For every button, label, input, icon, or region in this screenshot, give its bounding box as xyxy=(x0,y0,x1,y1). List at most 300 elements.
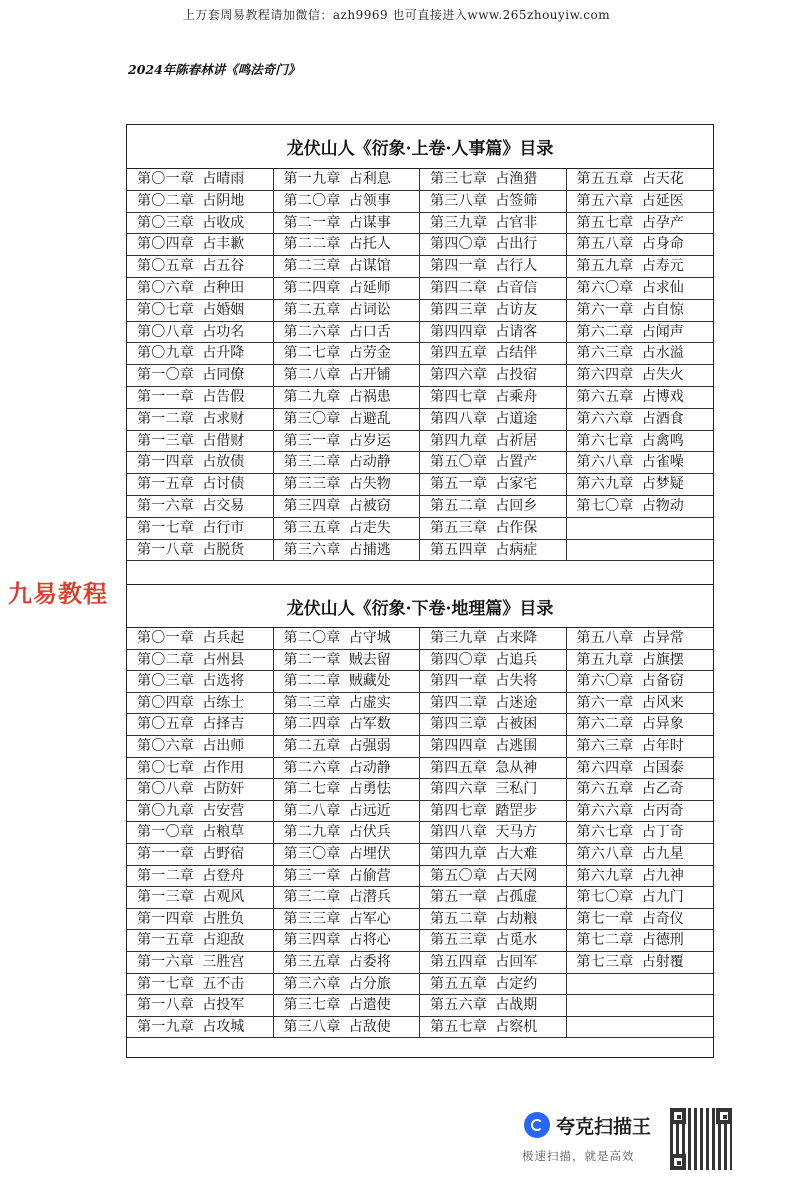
chapter-entry xyxy=(420,256,566,278)
chapter-topic: 占行市 xyxy=(202,519,245,536)
chapter-topic: 占捕逃 xyxy=(348,541,391,558)
watermark-text: 九易教程 xyxy=(8,580,108,608)
chapter-number: 第五八章 xyxy=(576,236,634,253)
chapter-topic: 占偷营 xyxy=(348,867,391,884)
table-of-contents xyxy=(126,124,714,1058)
empty-cell xyxy=(567,974,714,996)
chapter-entry xyxy=(567,758,714,780)
chapter-topic: 占年时 xyxy=(641,737,684,754)
chapter-entry xyxy=(127,822,273,844)
chapter-entry xyxy=(274,365,420,387)
chapter-number: 第三二章 xyxy=(283,889,341,906)
chapter-entry xyxy=(127,518,273,540)
chapter-entry xyxy=(567,693,714,715)
chapter-entry xyxy=(274,650,420,672)
chapter-entry xyxy=(420,322,566,344)
chapter-number: 第〇六章 xyxy=(137,737,195,754)
chapter-topic: 占道途 xyxy=(495,410,538,427)
chapter-entry xyxy=(274,693,420,715)
chapter-number: 第五二章 xyxy=(430,910,488,927)
chapter-number: 第〇二章 xyxy=(137,192,195,209)
chapter-topic: 占失将 xyxy=(495,673,538,690)
chapter-number: 第六六章 xyxy=(576,802,634,819)
chapter-topic: 占禽鸣 xyxy=(641,432,684,449)
chapter-topic: 占酒食 xyxy=(641,410,684,427)
chapter-number: 第二四章 xyxy=(283,716,341,733)
chapter-topic: 占州县 xyxy=(202,651,245,668)
chapter-number: 第一一章 xyxy=(137,845,195,862)
chapter-topic: 占同僚 xyxy=(202,367,245,384)
chapter-entry xyxy=(274,234,420,256)
chapter-number: 第六八章 xyxy=(576,454,634,471)
chapter-number: 第四九章 xyxy=(430,432,488,449)
chapter-topic: 占祈居 xyxy=(495,432,538,449)
chapter-column xyxy=(127,169,274,561)
chapter-entry xyxy=(567,474,714,496)
chapter-entry xyxy=(420,671,566,693)
chapter-topic: 占迎敌 xyxy=(202,932,245,949)
chapter-entry xyxy=(420,1017,566,1039)
chapter-topic: 占晴雨 xyxy=(202,171,245,187)
chapter-topic: 占签筛 xyxy=(495,192,538,209)
chapter-topic: 占功名 xyxy=(202,323,245,340)
chapter-topic: 占丙奇 xyxy=(641,802,684,819)
chapter-entry xyxy=(567,866,714,888)
page-header: 2024年陈春林讲《鸣法奇门》 xyxy=(128,62,301,77)
chapter-entry xyxy=(567,736,714,758)
chapter-number: 第四七章 xyxy=(430,802,488,819)
chapter-entry xyxy=(420,278,566,300)
chapter-entry xyxy=(127,974,273,996)
chapter-topic: 占强弱 xyxy=(348,737,391,754)
chapter-topic: 天马方 xyxy=(495,824,538,841)
chapter-number: 第六六章 xyxy=(576,410,634,427)
chapter-number: 第六三章 xyxy=(576,737,634,754)
chapter-number: 第二一章 xyxy=(283,214,341,231)
chapter-entry xyxy=(127,887,273,909)
chapter-entry xyxy=(127,930,273,952)
chapter-entry xyxy=(127,431,273,453)
chapter-number: 第二八章 xyxy=(283,367,341,384)
chapter-topic: 占婚姻 xyxy=(202,301,245,318)
chapter-number: 第〇三章 xyxy=(137,214,195,231)
chapter-entry xyxy=(274,714,420,736)
chapter-topic: 占国泰 xyxy=(641,759,684,776)
chapter-entry xyxy=(274,758,420,780)
chapter-topic: 三私门 xyxy=(495,781,538,798)
chapter-topic: 占胜负 xyxy=(202,910,245,927)
chapter-number: 第六九章 xyxy=(576,476,634,493)
chapter-topic: 占被困 xyxy=(495,716,538,733)
chapter-topic: 占选将 xyxy=(202,673,245,690)
chapter-number: 第五一章 xyxy=(430,476,488,493)
chapter-topic: 占乙奇 xyxy=(641,781,684,798)
chapter-number: 第一二章 xyxy=(137,867,195,884)
chapter-number: 第〇八章 xyxy=(137,323,195,340)
chapter-topic: 占失物 xyxy=(348,476,391,493)
chapter-grid-upper xyxy=(127,169,713,561)
chapter-topic: 占结伴 xyxy=(495,345,538,362)
chapter-number: 第五二章 xyxy=(430,497,488,514)
chapter-number: 第二九章 xyxy=(283,388,341,405)
chapter-number: 第三一章 xyxy=(283,867,341,884)
chapter-number: 第〇五章 xyxy=(137,258,195,275)
chapter-entry xyxy=(127,409,273,431)
chapter-topic: 占察机 xyxy=(495,1018,538,1035)
chapter-entry xyxy=(567,452,714,474)
chapter-entry xyxy=(274,431,420,453)
chapter-entry xyxy=(274,300,420,322)
chapter-entry xyxy=(274,169,420,191)
chapter-entry xyxy=(127,191,273,213)
chapter-number: 第四三章 xyxy=(430,301,488,318)
chapter-number: 第一六章 xyxy=(137,953,195,970)
chapter-topic: 占延医 xyxy=(641,192,684,209)
chapter-topic: 占虚实 xyxy=(348,694,391,711)
chapter-number: 第〇七章 xyxy=(137,759,195,776)
section-title-lower: 龙伏山人《衍象·下卷·地理篇》目录 xyxy=(127,584,713,628)
chapter-entry xyxy=(420,952,566,974)
chapter-entry xyxy=(127,256,273,278)
chapter-topic: 占寿元 xyxy=(641,258,684,275)
chapter-entry xyxy=(567,844,714,866)
chapter-number: 第〇八章 xyxy=(137,781,195,798)
chapter-topic: 三胜宫 xyxy=(202,953,245,970)
chapter-topic: 占避乱 xyxy=(348,410,391,427)
chapter-entry xyxy=(420,343,566,365)
chapter-entry xyxy=(420,930,566,952)
chapter-topic: 占分旅 xyxy=(348,975,391,992)
chapter-number: 第三二章 xyxy=(283,454,341,471)
chapter-topic: 占口舌 xyxy=(348,323,391,340)
chapter-number: 第五九章 xyxy=(576,258,634,275)
chapter-entry xyxy=(127,387,273,409)
chapter-topic: 贼藏处 xyxy=(348,673,391,690)
chapter-entry xyxy=(274,801,420,823)
chapter-number: 第三六章 xyxy=(283,541,341,558)
chapter-topic: 占音信 xyxy=(495,279,538,296)
chapter-column xyxy=(420,628,567,1038)
chapter-entry xyxy=(567,387,714,409)
chapter-entry xyxy=(274,452,420,474)
chapter-number: 第〇三章 xyxy=(137,673,195,690)
chapter-entry xyxy=(567,409,714,431)
chapter-number: 第五三章 xyxy=(430,519,488,536)
chapter-topic: 占敌使 xyxy=(348,1018,391,1035)
chapter-entry xyxy=(420,518,566,540)
chapter-number: 第二七章 xyxy=(283,345,341,362)
chapter-entry xyxy=(274,256,420,278)
chapter-number: 第五〇章 xyxy=(430,454,488,471)
chapter-number: 第一一章 xyxy=(137,388,195,405)
chapter-column xyxy=(127,628,274,1038)
chapter-topic: 急从神 xyxy=(495,759,538,776)
chapter-entry xyxy=(420,714,566,736)
chapter-entry xyxy=(274,628,420,650)
chapter-entry xyxy=(420,365,566,387)
chapter-topic: 占借财 xyxy=(202,432,245,449)
chapter-entry xyxy=(567,191,714,213)
chapter-entry xyxy=(567,256,714,278)
chapter-topic: 占动静 xyxy=(348,454,391,471)
chapter-entry xyxy=(420,693,566,715)
chapter-number: 第二一章 xyxy=(283,651,341,668)
chapter-entry xyxy=(420,300,566,322)
chapter-number: 第一七章 xyxy=(137,975,195,992)
chapter-number: 第六八章 xyxy=(576,845,634,862)
chapter-topic: 占劫粮 xyxy=(495,910,538,927)
chapter-topic: 占闻声 xyxy=(641,323,684,340)
chapter-topic: 占收成 xyxy=(202,214,245,231)
chapter-entry xyxy=(420,909,566,931)
chapter-number: 第五〇章 xyxy=(430,867,488,884)
chapter-number: 第五九章 xyxy=(576,651,634,668)
chapter-number: 第三九章 xyxy=(430,214,488,231)
chapter-topic: 占战期 xyxy=(495,997,538,1014)
chapter-topic: 占领事 xyxy=(348,192,391,209)
chapter-number: 第六一章 xyxy=(576,301,634,318)
chapter-number: 第三四章 xyxy=(283,497,341,514)
chapter-number: 第六二章 xyxy=(576,716,634,733)
chapter-topic: 占放债 xyxy=(202,454,245,471)
chapter-entry xyxy=(567,278,714,300)
chapter-number: 第一八章 xyxy=(137,541,195,558)
chapter-number: 第四五章 xyxy=(430,345,488,362)
chapter-topic: 占来降 xyxy=(495,630,538,646)
chapter-entry xyxy=(420,496,566,518)
chapter-entry xyxy=(127,736,273,758)
chapter-entry xyxy=(567,213,714,235)
chapter-topic: 占九神 xyxy=(641,867,684,884)
chapter-entry xyxy=(567,628,714,650)
chapter-number: 第〇七章 xyxy=(137,301,195,318)
chapter-number: 第一四章 xyxy=(137,454,195,471)
chapter-entry xyxy=(127,322,273,344)
chapter-topic: 占丁奇 xyxy=(641,824,684,841)
chapter-number: 第五八章 xyxy=(576,630,634,646)
chapter-column xyxy=(567,628,714,1038)
chapter-number: 第五五章 xyxy=(576,171,634,187)
chapter-topic: 占异常 xyxy=(641,630,684,646)
chapter-number: 第五七章 xyxy=(576,214,634,231)
chapter-topic: 占择吉 xyxy=(202,716,245,733)
chapter-entry xyxy=(127,234,273,256)
chapter-topic: 占觅水 xyxy=(495,932,538,949)
chapter-entry xyxy=(127,169,273,191)
chapter-topic: 占乘舟 xyxy=(495,388,538,405)
chapter-number: 第三七章 xyxy=(430,171,488,187)
chapter-topic: 占五谷 xyxy=(202,258,245,275)
chapter-topic: 占潜兵 xyxy=(348,889,391,906)
chapter-column xyxy=(274,628,421,1038)
qr-code-icon xyxy=(670,1108,732,1170)
chapter-number: 第三七章 xyxy=(283,997,341,1014)
chapter-topic: 占天网 xyxy=(495,867,538,884)
chapter-topic: 占托人 xyxy=(348,236,391,253)
chapter-number: 第二五章 xyxy=(283,737,341,754)
chapter-topic: 占访友 xyxy=(495,301,538,318)
chapter-topic: 占旗摆 xyxy=(641,651,684,668)
chapter-topic: 占延师 xyxy=(348,279,391,296)
chapter-number: 第四〇章 xyxy=(430,236,488,253)
chapter-topic: 占梦疑 xyxy=(641,476,684,493)
scanner-badge xyxy=(516,1108,666,1168)
chapter-number: 第六一章 xyxy=(576,694,634,711)
chapter-entry xyxy=(127,995,273,1017)
chapter-entry xyxy=(127,909,273,931)
chapter-number: 第三一章 xyxy=(283,432,341,449)
scanner-slogan: 极速扫描，就是高效 xyxy=(522,1149,635,1163)
chapter-topic: 占身命 xyxy=(641,236,684,253)
chapter-number: 第〇一章 xyxy=(137,630,195,646)
empty-cell xyxy=(567,540,714,562)
chapter-number: 第四九章 xyxy=(430,845,488,862)
chapter-entry xyxy=(420,822,566,844)
chapter-topic: 占备窃 xyxy=(641,673,684,690)
chapter-entry xyxy=(127,343,273,365)
chapter-number: 第〇二章 xyxy=(137,651,195,668)
chapter-topic: 占作用 xyxy=(202,759,245,776)
chapter-number: 第四五章 xyxy=(430,759,488,776)
chapter-topic: 占岁运 xyxy=(348,432,391,449)
chapter-topic: 占词讼 xyxy=(348,301,391,318)
chapter-entry xyxy=(567,801,714,823)
chapter-topic: 占异象 xyxy=(641,716,684,733)
chapter-entry xyxy=(127,496,273,518)
chapter-topic: 占求财 xyxy=(202,410,245,427)
chapter-number: 第三九章 xyxy=(430,630,488,646)
chapter-number: 第二七章 xyxy=(283,781,341,798)
chapter-entry xyxy=(127,278,273,300)
chapter-number: 第六五章 xyxy=(576,781,634,798)
chapter-entry xyxy=(127,213,273,235)
section-title-upper: 龙伏山人《衍象·上卷·人事篇》目录 xyxy=(127,125,713,169)
chapter-column xyxy=(274,169,421,561)
chapter-topic: 占追兵 xyxy=(495,651,538,668)
chapter-topic: 五不击 xyxy=(202,975,245,992)
chapter-number: 第六二章 xyxy=(576,323,634,340)
chapter-number: 第七〇章 xyxy=(576,497,634,514)
chapter-entry xyxy=(567,714,714,736)
chapter-number: 第六七章 xyxy=(576,432,634,449)
chapter-number: 第二三章 xyxy=(283,694,341,711)
chapter-topic: 占阴地 xyxy=(202,192,245,209)
chapter-number: 第〇九章 xyxy=(137,345,195,362)
chapter-topic: 占讨债 xyxy=(202,476,245,493)
chapter-topic: 占回乡 xyxy=(495,497,538,514)
chapter-entry xyxy=(420,234,566,256)
chapter-number: 第四六章 xyxy=(430,781,488,798)
chapter-topic: 占远近 xyxy=(348,802,391,819)
chapter-number: 第一三章 xyxy=(137,432,195,449)
chapter-entry xyxy=(420,409,566,431)
chapter-number: 第六四章 xyxy=(576,367,634,384)
chapter-number: 第一七章 xyxy=(137,519,195,536)
chapter-entry xyxy=(420,801,566,823)
chapter-number: 第四八章 xyxy=(430,410,488,427)
chapter-number: 第四四章 xyxy=(430,737,488,754)
chapter-entry xyxy=(274,995,420,1017)
chapter-number: 第二四章 xyxy=(283,279,341,296)
chapter-topic: 占九星 xyxy=(641,845,684,862)
chapter-entry xyxy=(420,452,566,474)
chapter-topic: 占种田 xyxy=(202,279,245,296)
chapter-number: 第二六章 xyxy=(283,759,341,776)
chapter-number: 第一九章 xyxy=(283,171,341,187)
chapter-entry xyxy=(567,300,714,322)
chapter-entry xyxy=(567,909,714,931)
chapter-topic: 占天花 xyxy=(641,171,684,187)
chapter-number: 第〇九章 xyxy=(137,802,195,819)
chapter-number: 第三〇章 xyxy=(283,845,341,862)
chapter-topic: 占升降 xyxy=(202,345,245,362)
chapter-entry xyxy=(420,191,566,213)
chapter-topic: 占被窃 xyxy=(348,497,391,514)
chapter-topic: 占博戏 xyxy=(641,388,684,405)
chapter-number: 第四七章 xyxy=(430,388,488,405)
chapter-topic: 占迷途 xyxy=(495,694,538,711)
chapter-number: 第三八章 xyxy=(430,192,488,209)
chapter-topic: 占风来 xyxy=(641,694,684,711)
chapter-topic: 占脱货 xyxy=(202,541,245,558)
chapter-topic: 占观风 xyxy=(202,889,245,906)
chapter-number: 第一〇章 xyxy=(137,367,195,384)
chapter-number: 第五四章 xyxy=(430,541,488,558)
chapter-topic: 占走失 xyxy=(348,519,391,536)
chapter-topic: 占病症 xyxy=(495,541,538,558)
chapter-entry xyxy=(274,540,420,562)
chapter-topic: 占逃围 xyxy=(495,737,538,754)
chapter-number: 第四二章 xyxy=(430,279,488,296)
chapter-topic: 占置产 xyxy=(495,454,538,471)
chapter-topic: 占雀噪 xyxy=(641,454,684,471)
chapter-number: 第四三章 xyxy=(430,716,488,733)
chapter-number: 第六〇章 xyxy=(576,279,634,296)
chapter-topic: 占物动 xyxy=(641,497,684,514)
chapter-entry xyxy=(567,650,714,672)
chapter-topic: 占将心 xyxy=(348,932,391,949)
chapter-number: 第二八章 xyxy=(283,802,341,819)
chapter-entry xyxy=(127,952,273,974)
chapter-entry xyxy=(274,191,420,213)
chapter-entry xyxy=(127,671,273,693)
chapter-topic: 占失火 xyxy=(641,367,684,384)
chapter-topic: 占投宿 xyxy=(495,367,538,384)
chapter-entry xyxy=(420,387,566,409)
chapter-entry xyxy=(420,628,566,650)
chapter-entry xyxy=(420,736,566,758)
chapter-topic: 占粮草 xyxy=(202,824,245,841)
chapter-entry xyxy=(274,322,420,344)
chapter-entry xyxy=(274,779,420,801)
chapter-number: 第五五章 xyxy=(430,975,488,992)
chapter-topic: 占防奸 xyxy=(202,781,245,798)
chapter-entry xyxy=(420,844,566,866)
chapter-topic: 占军数 xyxy=(348,716,391,733)
chapter-entry xyxy=(274,213,420,235)
chapter-entry xyxy=(127,474,273,496)
chapter-topic: 占遣使 xyxy=(348,997,391,1014)
chapter-entry xyxy=(127,650,273,672)
chapter-entry xyxy=(420,887,566,909)
chapter-grid-lower xyxy=(127,628,713,1038)
chapter-topic: 占祸患 xyxy=(348,388,391,405)
chapter-topic: 占求仙 xyxy=(641,279,684,296)
chapter-entry xyxy=(127,714,273,736)
chapter-number: 第二五章 xyxy=(283,301,341,318)
chapter-number: 第六三章 xyxy=(576,345,634,362)
chapter-number: 第七〇章 xyxy=(576,889,634,906)
